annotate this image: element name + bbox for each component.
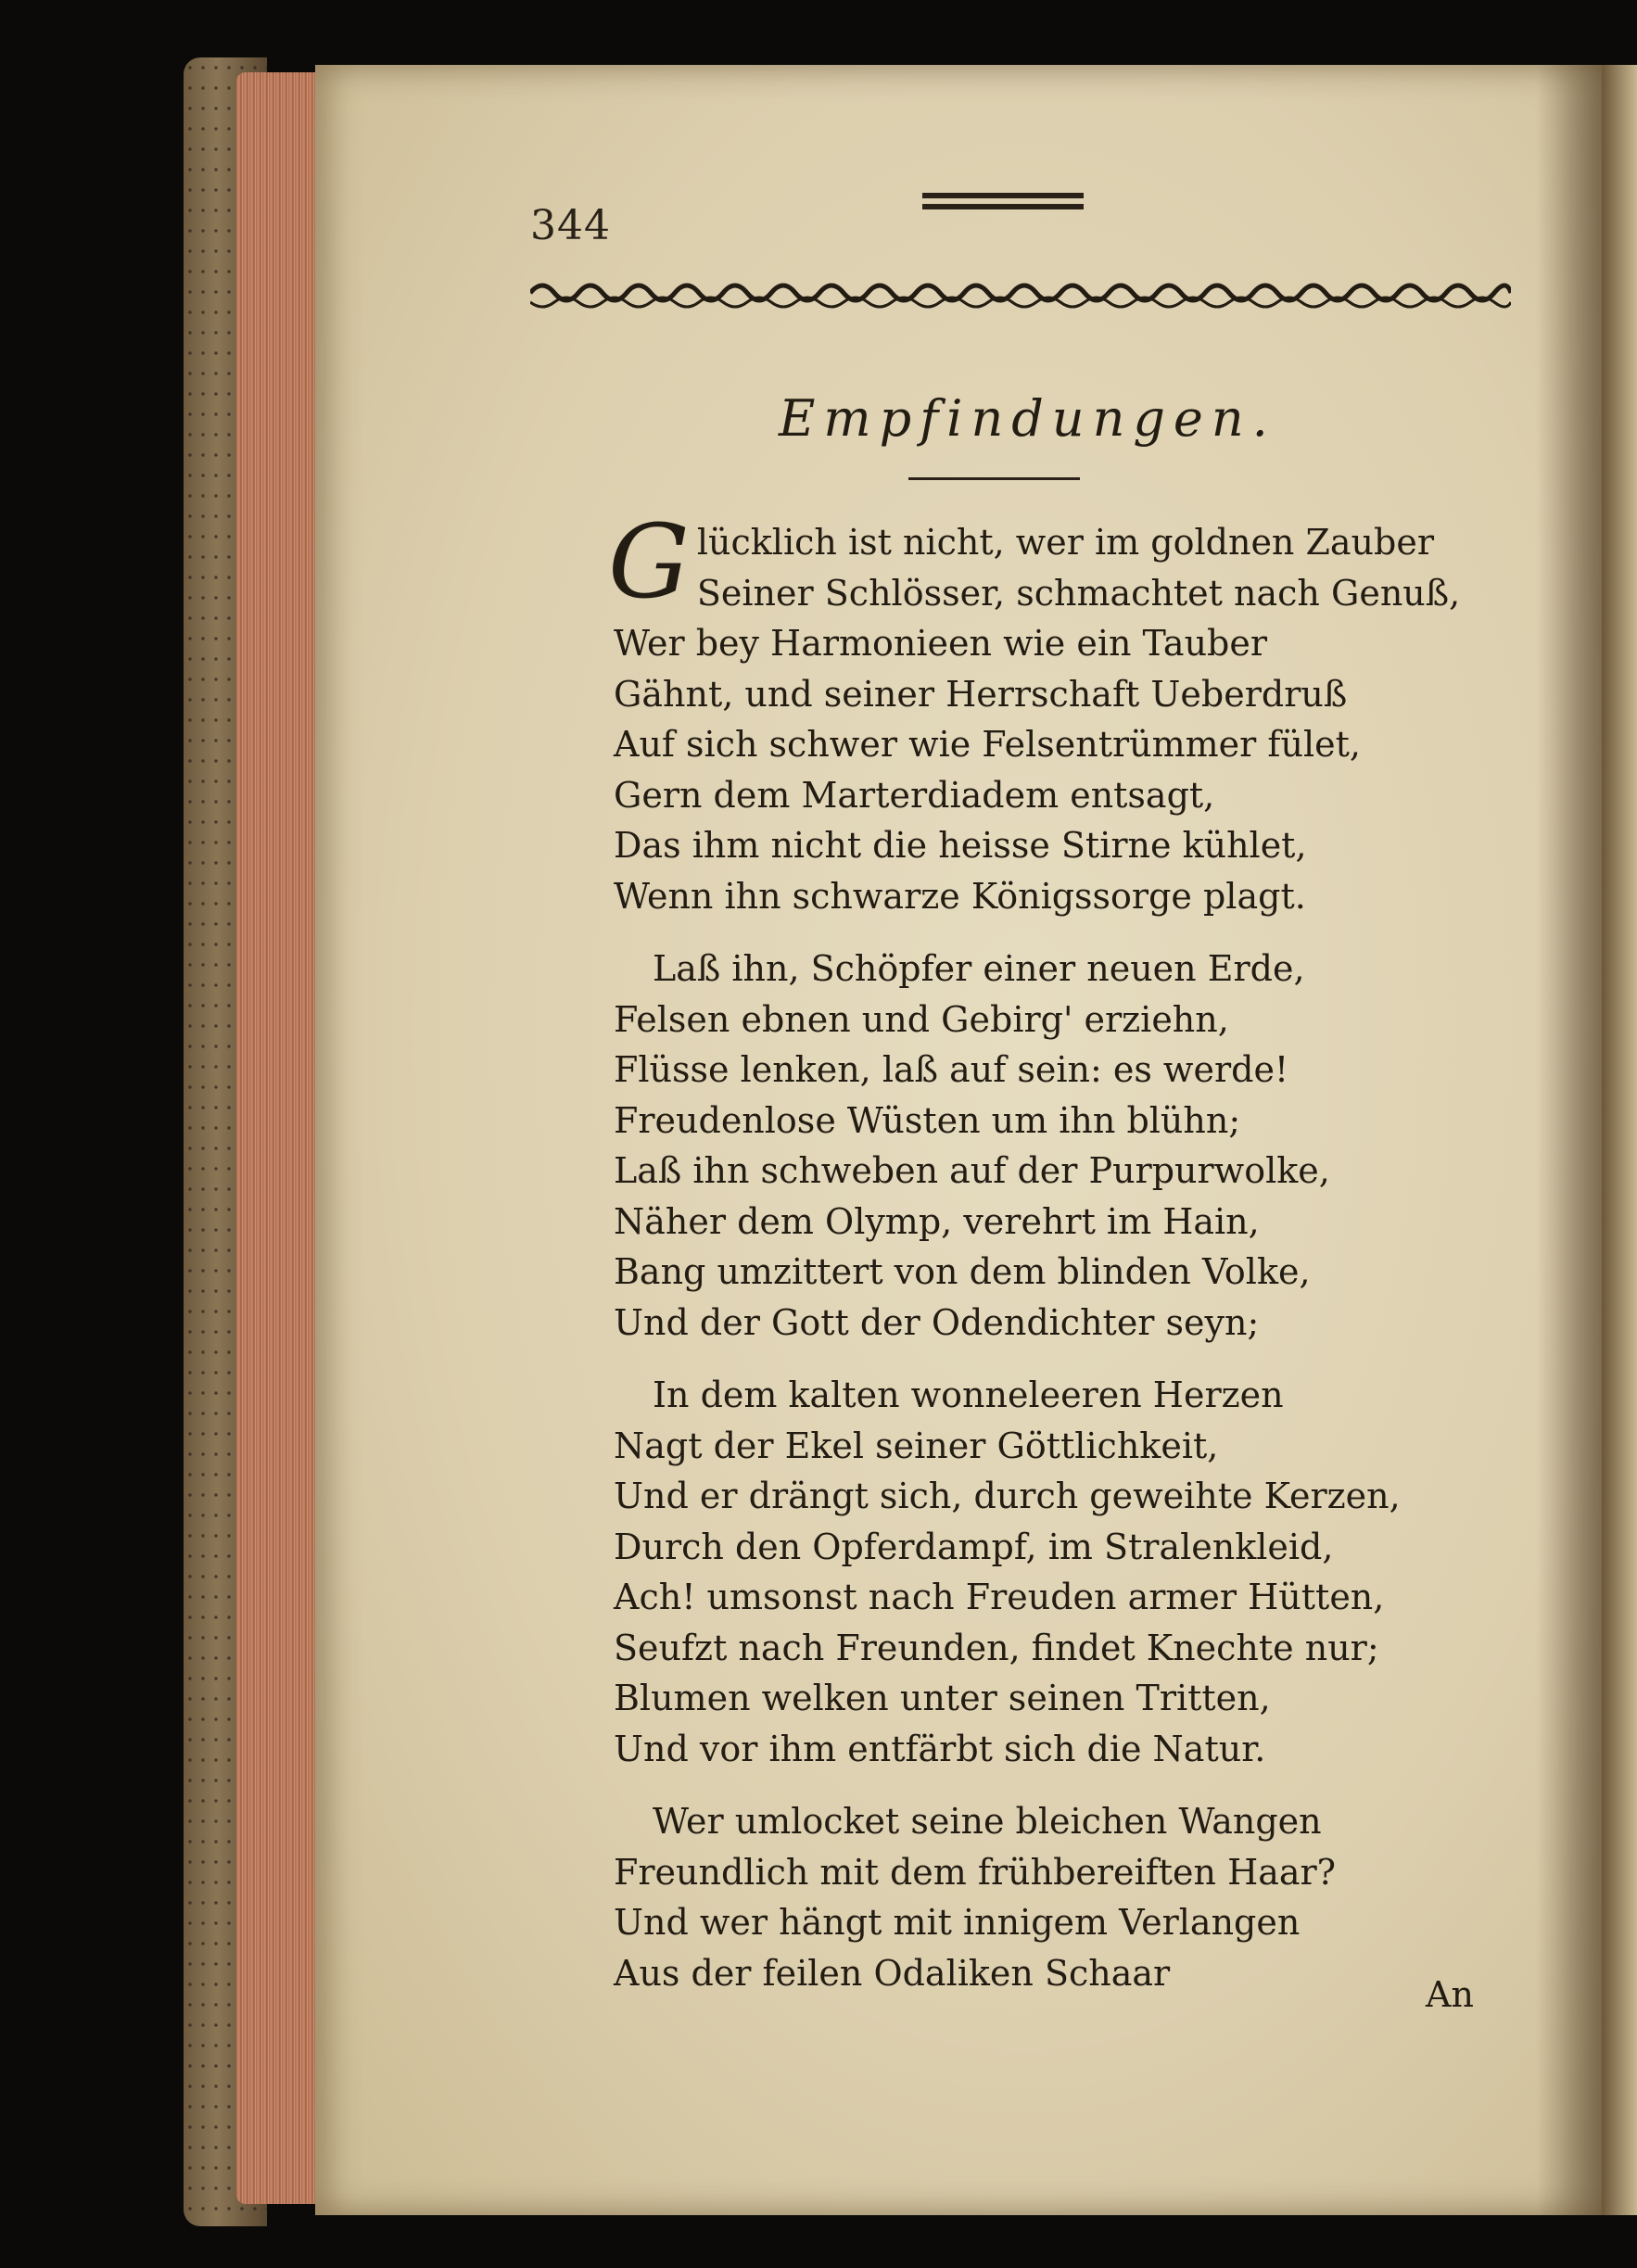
poem-line: Wer bey Harmonieen wie ein Tauber	[614, 623, 1268, 664]
ornamental-border	[530, 274, 1511, 311]
poem-line: Auf sich schwer wie Felsentrümmer fület,	[614, 724, 1361, 765]
drop-cap: G	[608, 502, 690, 621]
page-number: 344	[530, 202, 611, 249]
poem-line: Bang umzittert von dem blinden Volke,	[614, 1251, 1311, 1292]
poem-line: Näher dem Olymp, verehrt im Hain,	[614, 1200, 1260, 1242]
poem-body	[608, 502, 1587, 2021]
poem-line: Und der Gott der Odendichter seyn;	[614, 1301, 1260, 1343]
poem-line: Felsen ebnen und Gebirg' erziehn,	[614, 998, 1229, 1040]
poem-line: Ach! umsonst nach Freuden armer Hütten,	[614, 1577, 1385, 1617]
page-block-edges	[236, 72, 320, 2204]
poem-line: Aus der feilen Odaliken Schaar	[614, 1952, 1171, 1994]
facing-page-edge	[1602, 65, 1637, 2215]
poem-line: Freundlich mit dem frühbereiften Haar?	[614, 1851, 1337, 1893]
catchword: An	[1426, 1974, 1474, 2015]
stanza	[608, 502, 1587, 921]
poem-line: Seufzt nach Freunden, findet Knechte nur;	[614, 1627, 1379, 1668]
stanza	[614, 1796, 1587, 1998]
poem-line: Wenn ihn schwarze Königssorge plagt.	[614, 875, 1306, 917]
poem-line: Blumen welken unter seinen Tritten,	[614, 1678, 1271, 1718]
poem-line: Seiner Schlösser, schmachtet nach Genuß,	[696, 572, 1461, 614]
poem-line: Und er drängt sich, durch geweihte Kerzen,	[614, 1476, 1401, 1516]
book-page	[315, 65, 1602, 2215]
poem-title: Empfindungen.	[779, 389, 1276, 448]
poem-line: Freudenlose Wüsten um ihn blühn;	[614, 1099, 1241, 1141]
poem-line: Das ihm nicht die heisse Stirne kühlet,	[614, 825, 1307, 866]
poem-line: Und wer hängt mit innigem Verlangen	[614, 1902, 1301, 1943]
poem-line: Laß ihn, Schöpfer einer neuen Erde,	[653, 948, 1305, 989]
poem-line: Gern dem Marterdiadem entsagt,	[614, 774, 1215, 816]
poem-line: In dem kalten wonneleeren Herzen	[653, 1375, 1284, 1415]
header-double-rule	[922, 193, 1084, 213]
poem-line: Laß ihn schweben auf der Purpurwolke,	[614, 1150, 1330, 1191]
poem-line: Flüsse lenken, laß auf sein: es werde!	[614, 1049, 1289, 1090]
stanza	[614, 1370, 1587, 1774]
poem-line: Nagt der Ekel seiner Göttlichkeit,	[614, 1425, 1219, 1466]
poem-line: Gähnt, und seiner Herrschaft Ueberdruß	[614, 673, 1348, 715]
stanza	[614, 944, 1587, 1348]
first-line-text: lücklich ist nicht, wer im goldnen Zauber	[696, 522, 1434, 563]
poem-line: Und vor ihm entfärbt sich die Natur.	[614, 1728, 1266, 1769]
title-rule	[908, 477, 1080, 480]
poem-line: Wer umlocket seine bleichen Wangen	[653, 1801, 1322, 1842]
poem-line: Durch den Opferdampf, im Stralenkleid,	[614, 1526, 1334, 1567]
